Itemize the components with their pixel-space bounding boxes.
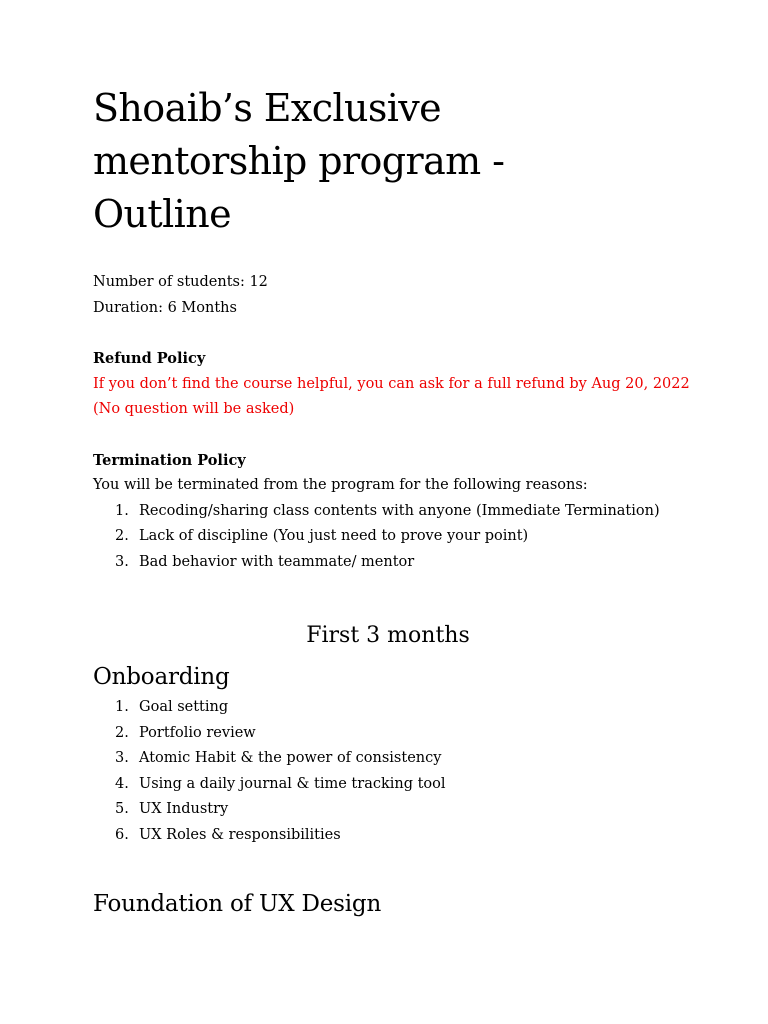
program-duration: Duration: 6 Months <box>93 299 237 316</box>
document-page <box>93 82 693 920</box>
students-count: Number of students: 12 <box>93 274 268 290</box>
termination-policy-section <box>93 448 693 576</box>
refund-policy-heading: Refund Policy <box>93 350 206 367</box>
list-number: 5. <box>115 801 129 817</box>
termination-policy-intro: You will be terminated from the program for the following reasons: <box>93 477 588 493</box>
list-item <box>93 499 693 525</box>
termination-policy-heading: Termination Policy <box>93 451 246 469</box>
list-item <box>93 772 693 798</box>
refund-policy-section <box>93 346 693 423</box>
spacer <box>93 423 693 448</box>
list-item <box>93 823 693 849</box>
list-item-text: Using a daily journal & time tracking tool <box>139 775 446 792</box>
list-item-text: Lack of discipline (You just need to prove your point) <box>139 528 529 544</box>
refund-policy-text: If you don’t find the course helpful, you can ask for a full refund by Aug 20, 2022 <box>93 375 690 392</box>
page-title <box>93 82 693 241</box>
list-number: 1. <box>115 502 129 519</box>
list-item <box>93 524 693 550</box>
list-item-text: Goal setting <box>139 699 229 715</box>
list-item-text: Bad behavior with teammate/ mentor <box>139 553 415 570</box>
onboarding-heading: Onboarding <box>93 664 230 690</box>
list-item <box>93 797 693 823</box>
list-item <box>93 695 693 721</box>
title-line-1: Shoaib’s Exclusive <box>93 86 442 130</box>
list-item <box>93 550 693 576</box>
list-item-text: UX Roles & responsibilities <box>139 826 341 843</box>
list-number: 3. <box>115 750 129 766</box>
list-number: 2. <box>115 528 129 544</box>
list-number: 1. <box>115 699 129 715</box>
list-item-text: Atomic Habit & the power of consistency <box>139 750 442 766</box>
title-line-3: Outline <box>93 192 231 236</box>
list-number: 6. <box>115 826 129 843</box>
list-item-text: Portfolio review <box>139 724 256 741</box>
list-number: 2. <box>115 724 129 741</box>
list-item <box>93 721 693 747</box>
termination-reasons-list <box>93 499 693 576</box>
list-item-text: UX Industry <box>139 801 229 817</box>
foundation-heading: Foundation of UX Design <box>93 891 382 917</box>
refund-policy-note: (No question will be asked) <box>93 401 295 417</box>
list-item-text: Recoding/sharing class contents with anyone (Immediate Termination) <box>139 502 660 519</box>
list-number: 4. <box>115 775 129 792</box>
list-item <box>93 746 693 772</box>
list-number: 3. <box>115 553 129 570</box>
spacer <box>93 321 693 346</box>
onboarding-list <box>93 695 693 848</box>
phase-heading: First 3 months <box>306 623 470 648</box>
title-line-2: mentorship program - <box>93 139 505 183</box>
program-meta <box>93 270 693 321</box>
